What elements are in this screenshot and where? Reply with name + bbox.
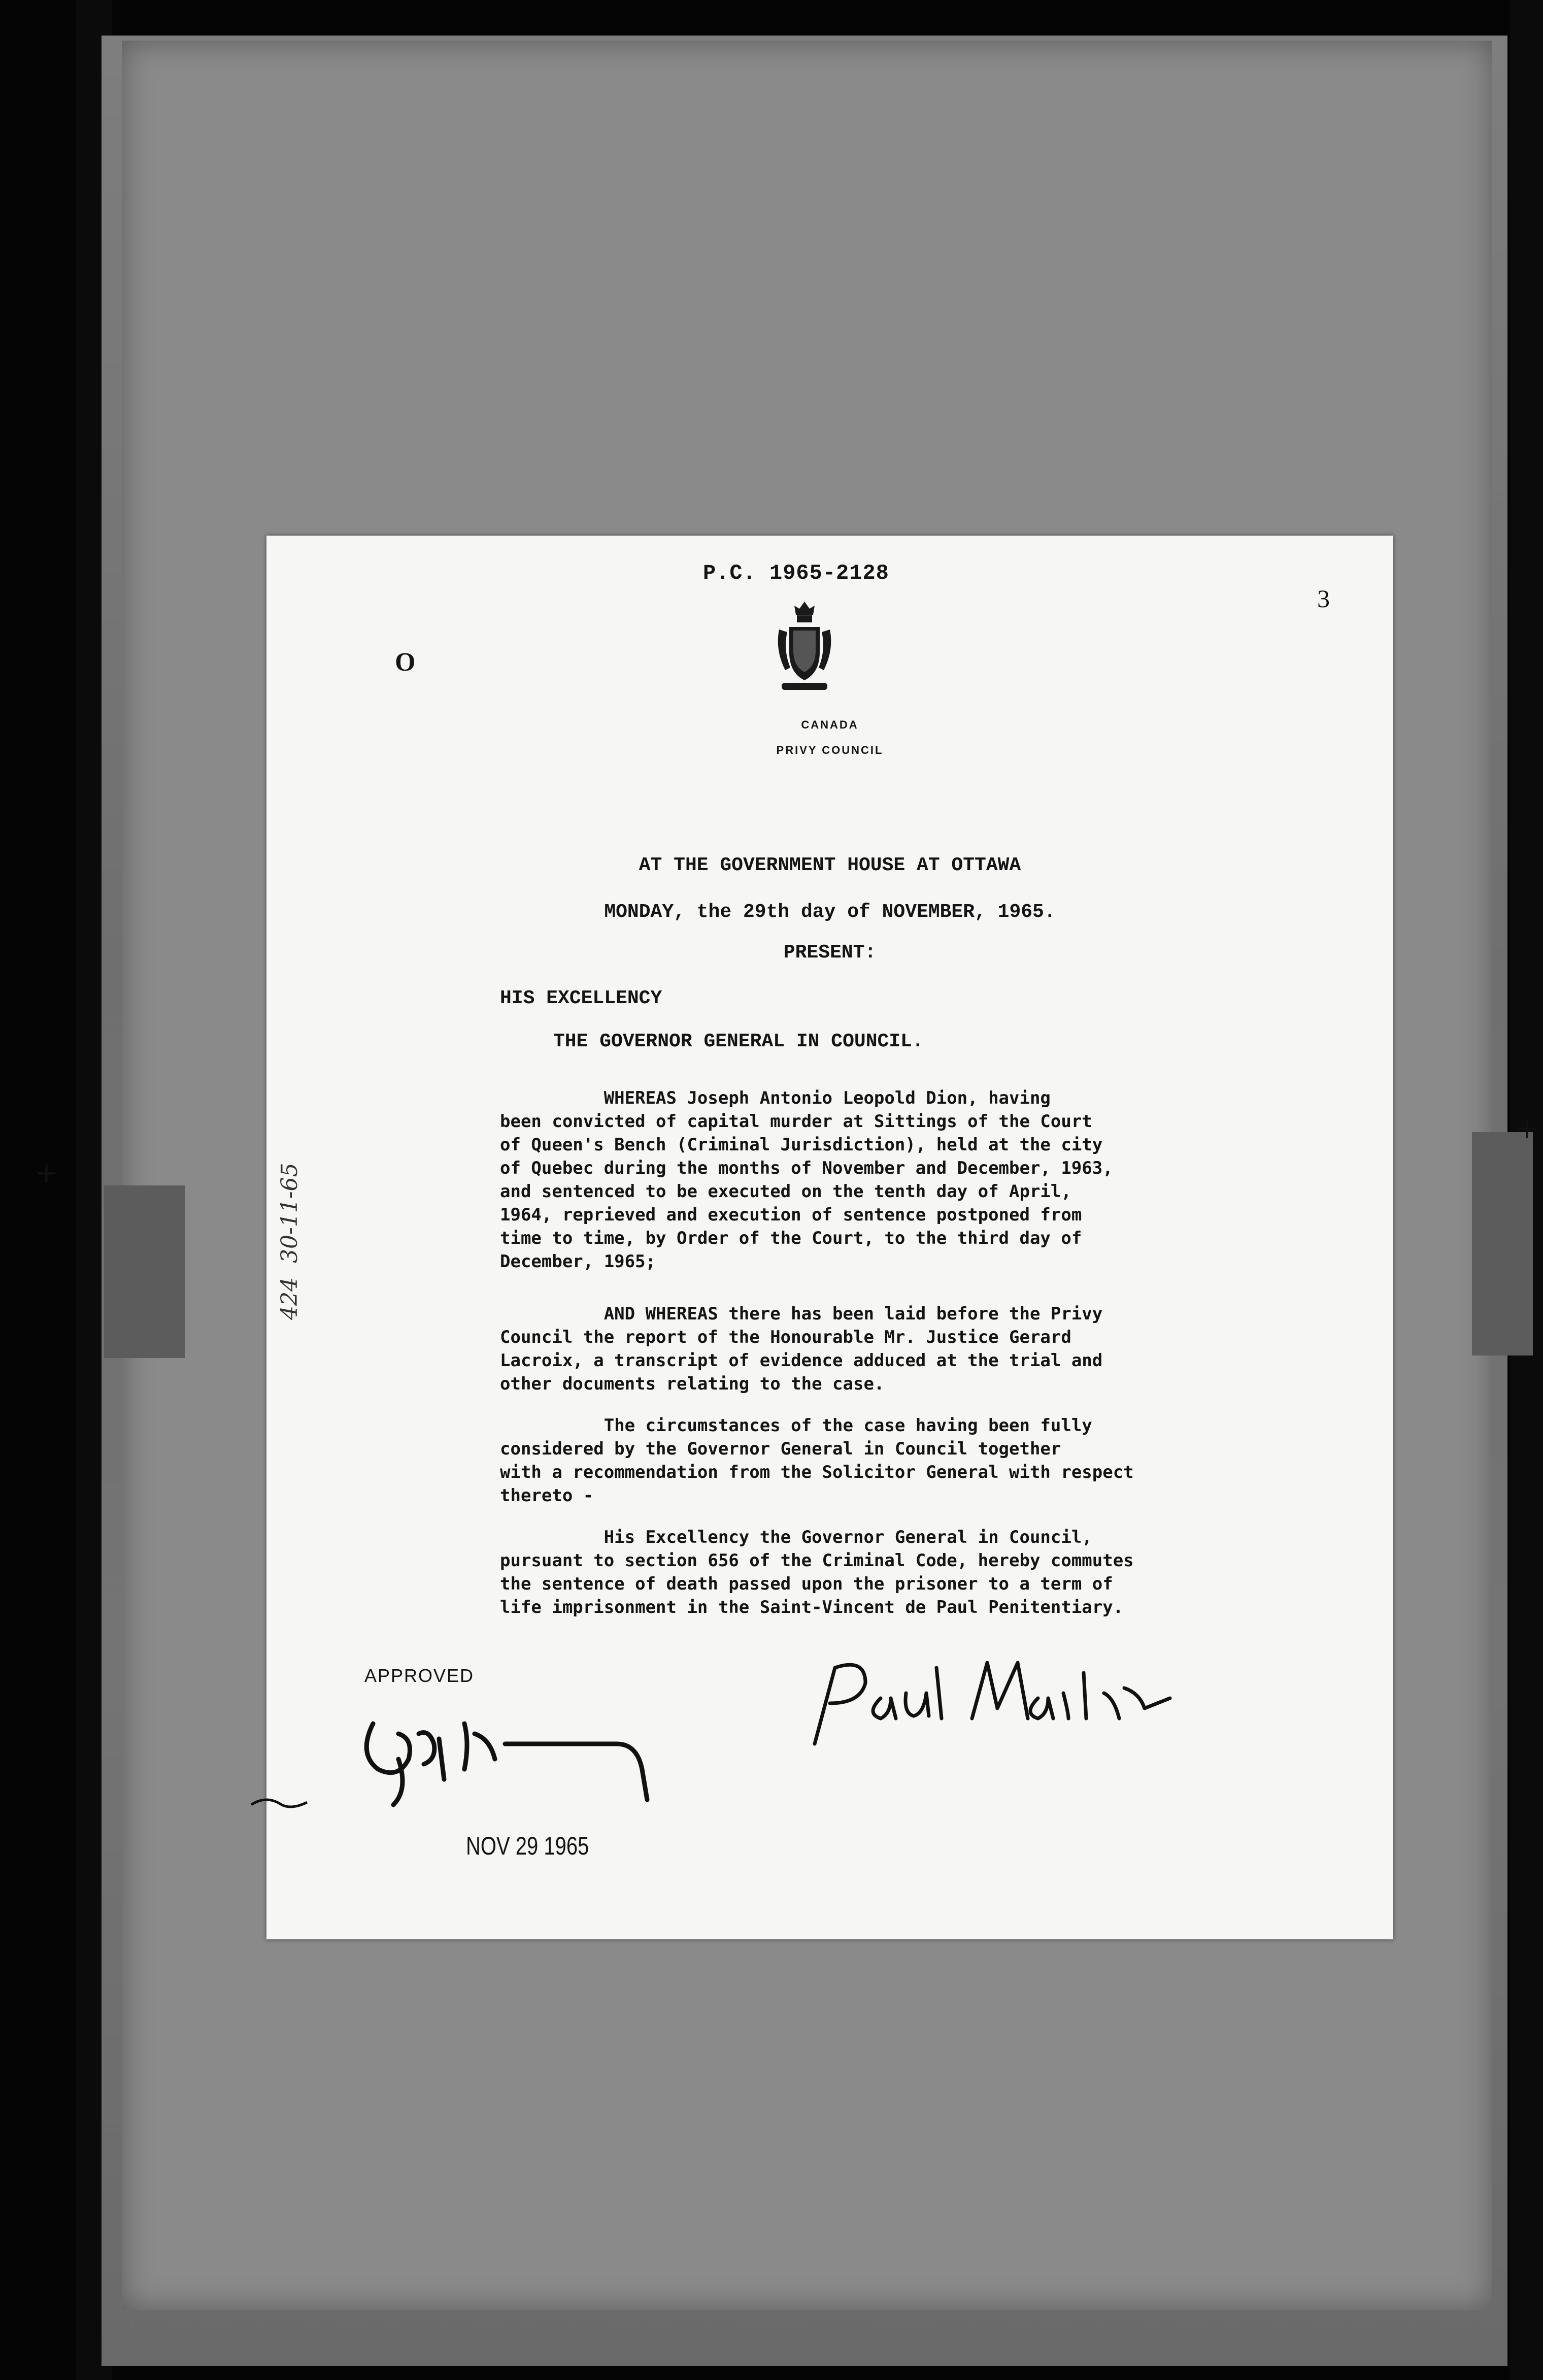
meeting-date: MONDAY, the 29th day of NOVEMBER, 1965. <box>604 901 1056 923</box>
registration-mark-left: + <box>35 1156 58 1189</box>
coat-of-arms-icon <box>774 599 835 696</box>
margin-mark: O <box>395 648 416 677</box>
crest-label-canada: CANADA <box>801 718 859 731</box>
governor-general-signature <box>353 1703 718 1815</box>
order-number: P.C. 1965-2128 <box>703 561 889 585</box>
present-heading: PRESENT: <box>783 942 877 964</box>
location-heading: AT THE GOVERNMENT HOUSE AT OTTAWA <box>639 854 1021 876</box>
page-number: 3 <box>1317 584 1330 613</box>
approval-date-stamp: NOV 29 1965 <box>466 1832 589 1861</box>
and-whereas-paragraph: AND WHEREAS there has been laid before the Privy Council the report of the Honourable Mr. Justice Gerard Lacroix, a transcript of evidence adduced at the trial and other documents relating to the case. <box>500 1304 1103 1394</box>
whereas-paragraph: WHEREAS Joseph Antonio Leopold Dion, having been convicted of capital murder at Sittings of the Court of Queen's Bench (Criminal Jurisdiction), held at the city of Quebec during the months of November and December, 1963, and sentenced to be executed on the tenth day of April, 1964, reprieved and execution of sentence postponed from time to time, by Order of the Court, to the third day of December, 1965; <box>500 1088 1113 1272</box>
registration-mark-right: + <box>1515 1112 1539 1145</box>
minister-signature <box>799 1652 1205 1754</box>
order-in-council-page <box>266 536 1393 1939</box>
governor-general-line: THE GOVERNOR GENERAL IN COUNCIL. <box>553 1031 924 1052</box>
his-excellency-line: HIS EXCELLENCY <box>500 987 662 1009</box>
handwritten-margin-note: 424 30-11-65 <box>277 1163 303 1320</box>
folder-tab-left <box>104 1185 185 1358</box>
circumstances-paragraph: The circumstances of the case having been fully considered by the Governor General in Council together with a recommendation from the Solicitor General with respect thereto - <box>500 1415 1134 1506</box>
folder-tab-right <box>1472 1132 1533 1356</box>
commutation-paragraph: His Excellency the Governor General in Council, pursuant to section 656 of the Criminal Code, hereby commutes the sentence of death passed upon the prisoner to a term of life imprisonment in the Saint-Vincent de Paul Penitentiary. <box>500 1527 1134 1617</box>
approved-stamp: APPROVED <box>364 1665 475 1686</box>
page-mark <box>249 1792 310 1812</box>
crest-label-privy-council: PRIVY COUNCIL <box>776 744 884 756</box>
